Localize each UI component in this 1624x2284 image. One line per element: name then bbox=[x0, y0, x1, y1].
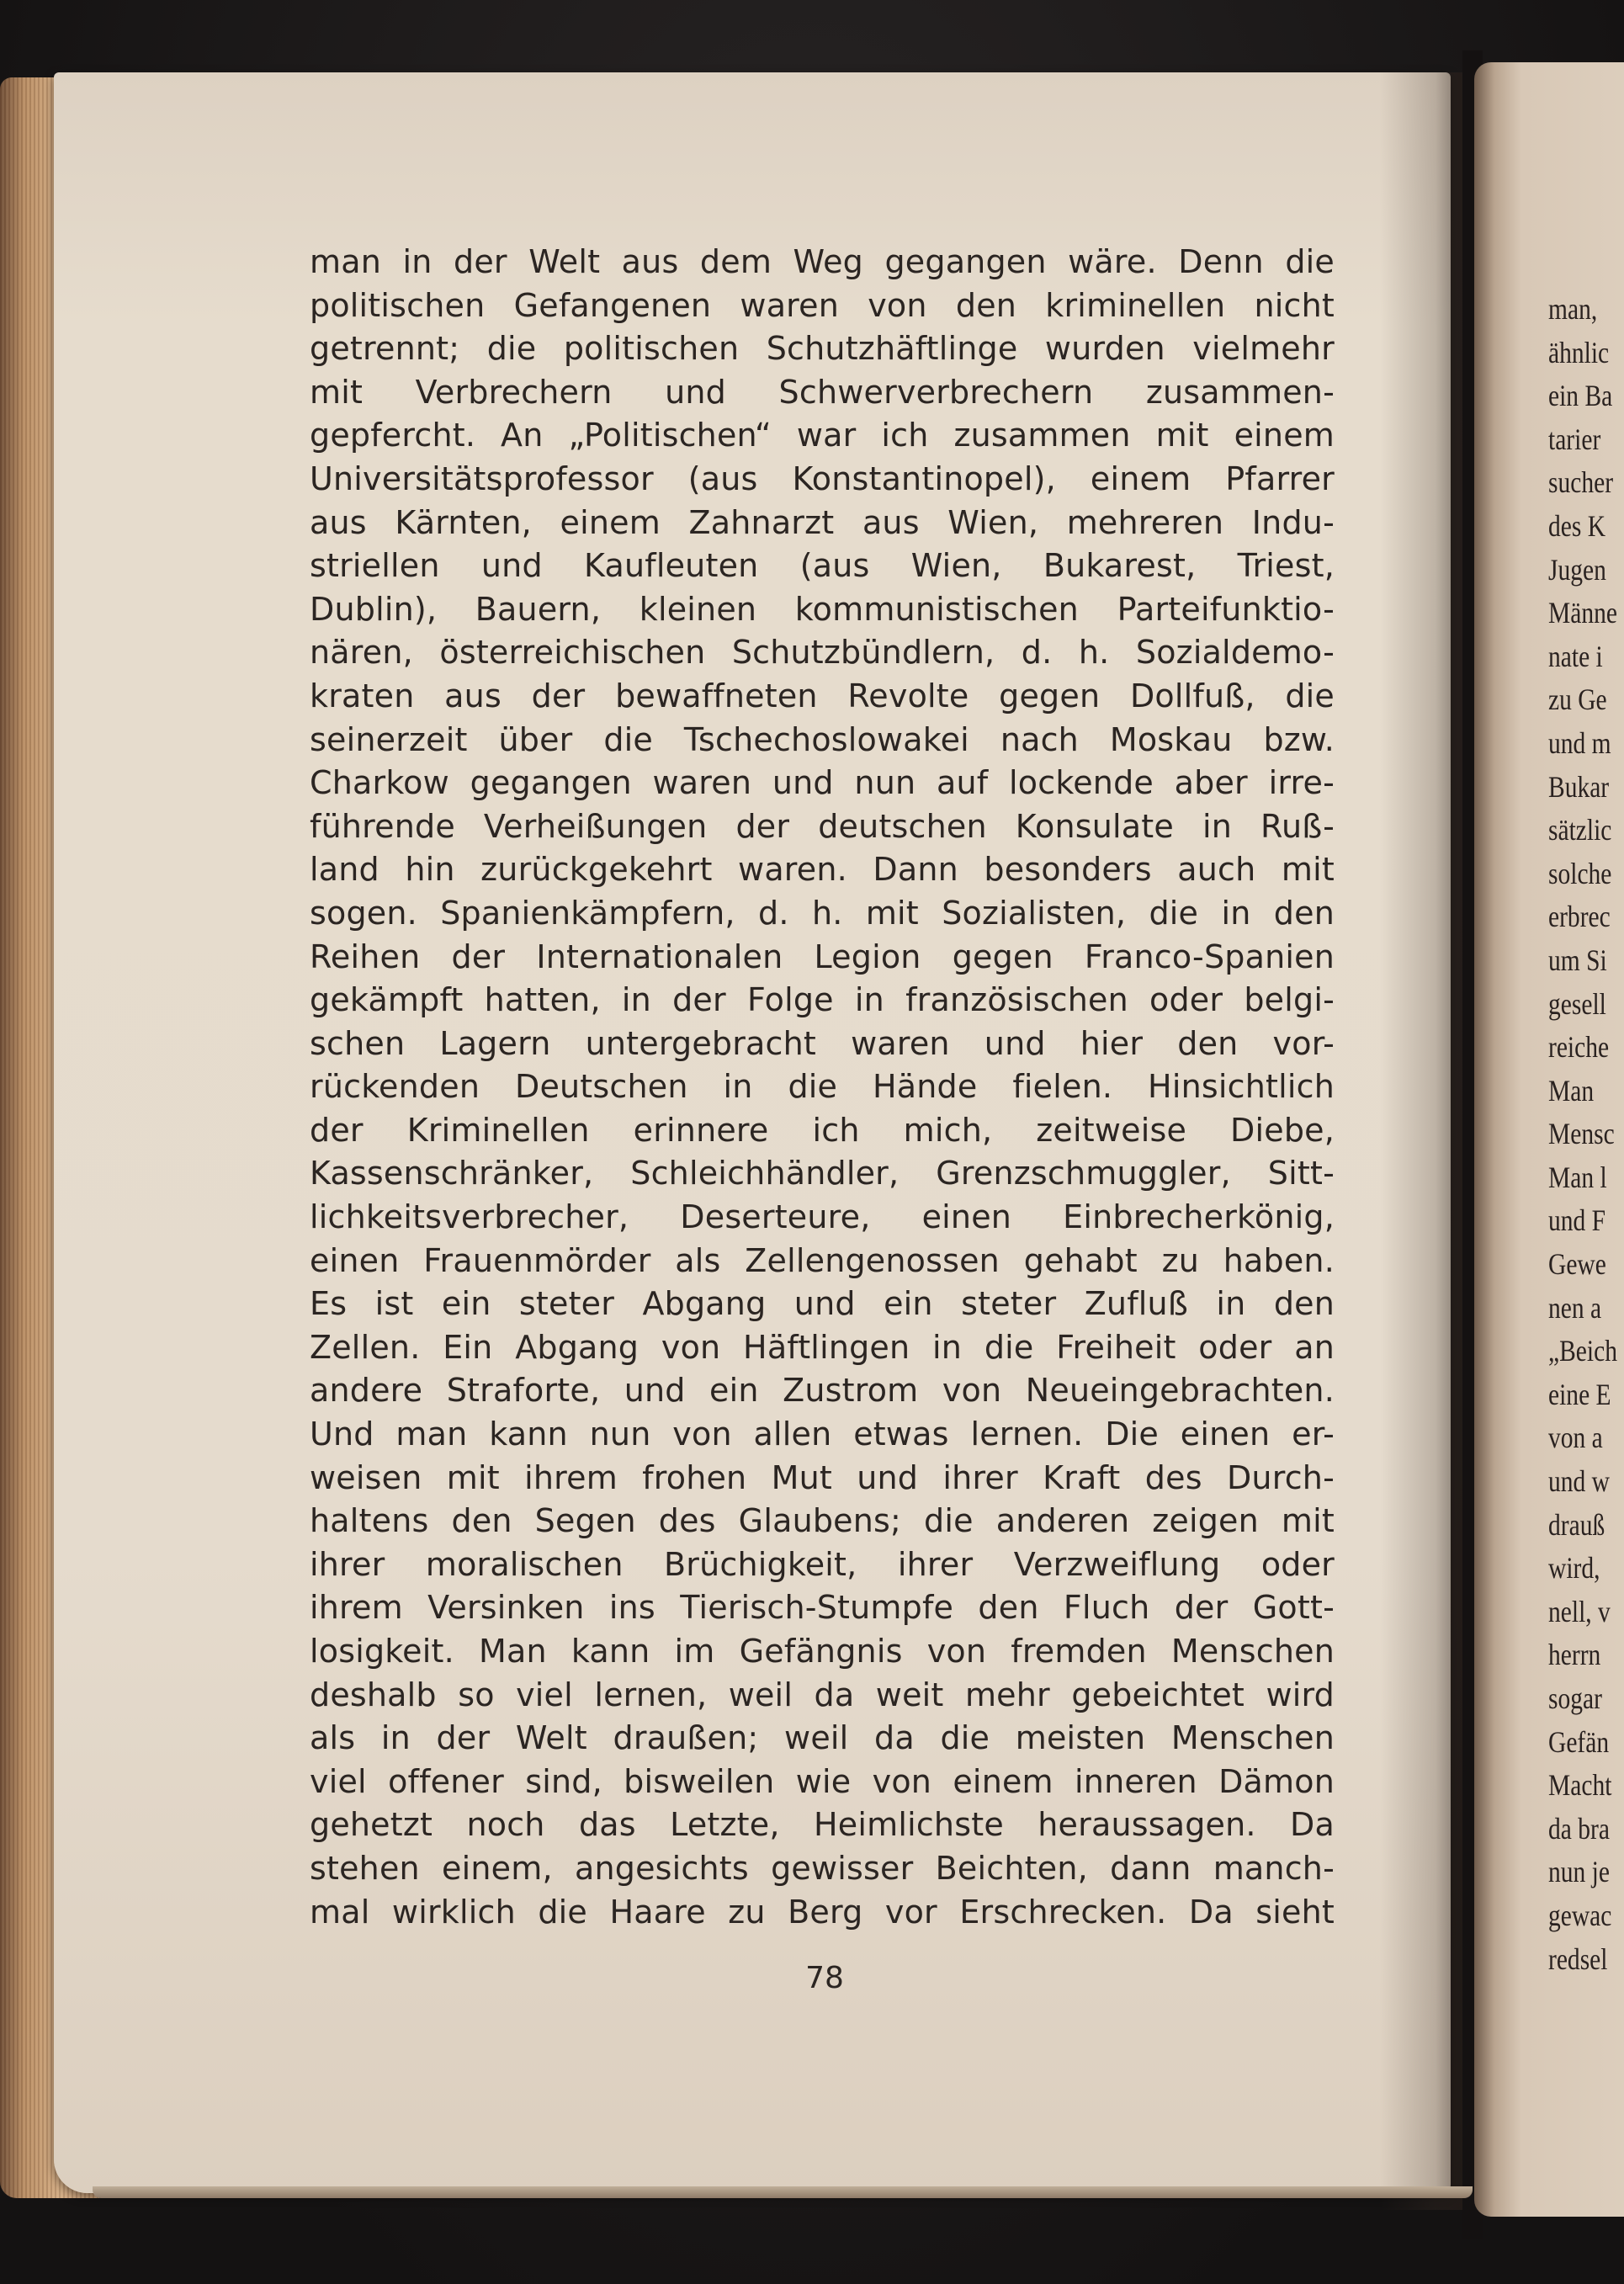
text-line: land hin zurückgekehrt waren. Dann besonders auch mit bbox=[310, 851, 1335, 889]
text-line: rückenden Deutschen in die Hände fielen. Hinsichtlich bbox=[310, 1068, 1335, 1106]
right-page-text-fragment: des K bbox=[1548, 508, 1606, 543]
right-page-text-fragment: „Beich bbox=[1548, 1334, 1617, 1368]
text-line: getrennt; die politischen Schutzhäftlinge wurden vielmehr bbox=[310, 330, 1335, 368]
right-page-text-fragment: Man bbox=[1548, 1073, 1595, 1107]
text-line: Es ist ein steter Abgang und ein steter Zufluß in den bbox=[310, 1285, 1335, 1323]
page-body-text bbox=[310, 241, 1335, 1934]
right-page-text-fragment: Gefän bbox=[1548, 1724, 1610, 1759]
right-page-text-fragment: und m bbox=[1548, 725, 1611, 760]
right-page-text-fragment: redsel bbox=[1548, 1941, 1608, 1976]
text-line: Und man kann nun von allen etwas lernen. Die einen er- bbox=[310, 1416, 1335, 1453]
right-page-text-fragment: Bukar bbox=[1548, 769, 1610, 804]
right-page-text-fragment: ein Ba bbox=[1548, 379, 1613, 413]
right-page-text-fragment: Gewe bbox=[1548, 1247, 1606, 1282]
right-page-text-fragment: nell, v bbox=[1548, 1594, 1611, 1628]
text-line: politischen Gefangenen waren von den kriminellen nicht bbox=[310, 286, 1335, 324]
text-line: viel offener sind, bisweilen wie von einem inneren Dämon bbox=[310, 1762, 1335, 1800]
right-page-text-fragment: und w bbox=[1548, 1464, 1610, 1499]
text-line: stehen einem, angesichts gewisser Beichten, dann manch- bbox=[310, 1849, 1335, 1887]
text-line: man in der Welt aus dem Weg gegangen wäre. Denn die bbox=[310, 243, 1335, 280]
right-page-text-fragment: erbrec bbox=[1548, 900, 1611, 934]
text-line: als in der Welt draußen; weil da die meisten Menschen bbox=[310, 1719, 1335, 1757]
text-line: Charkow gegangen waren und nun auf lockende aber irre- bbox=[310, 764, 1335, 802]
text-line: aus Kärnten, einem Zahnarzt aus Wien, mehreren Indu- bbox=[310, 503, 1335, 541]
text-line: striellen und Kaufleuten (aus Wien, Bukarest, Triest, bbox=[310, 547, 1335, 585]
right-page-text-fragments bbox=[1548, 288, 1624, 1981]
right-page-text-fragment: sätzlic bbox=[1548, 813, 1612, 847]
right-page-text-fragment: reiche bbox=[1548, 1030, 1610, 1065]
text-line: gehetzt noch das Letzte, Heimlichste heraussagen. Da bbox=[310, 1806, 1335, 1844]
page-bottom-edge bbox=[93, 2186, 1473, 2198]
text-line: weisen mit ihrem frohen Mut und ihrer Kraft des Durch- bbox=[310, 1458, 1335, 1496]
right-page-text-fragment: Macht bbox=[1548, 1768, 1612, 1803]
text-line: losigkeit. Man kann im Gefängnis von fremden Menschen bbox=[310, 1633, 1335, 1670]
right-page-text-fragment: nun je bbox=[1548, 1855, 1610, 1889]
right-page-text-fragment: tarier bbox=[1548, 422, 1601, 456]
text-line: mal wirklich die Haare zu Berg vor Erschrecken. Da sieht bbox=[310, 1893, 1335, 1931]
right-page-text-fragment: drauß bbox=[1548, 1507, 1605, 1542]
text-line: der Kriminellen erinnere ich mich, zeitweise Diebe, bbox=[310, 1111, 1335, 1149]
text-line: nären, österreichischen Schutzbündlern, d. h. Sozialdemo- bbox=[310, 634, 1335, 672]
text-line: sogen. Spanienkämpfern, d. h. mit Sozialisten, die in den bbox=[310, 894, 1335, 932]
text-line: seinerzeit über die Tschechoslowakei nach Moskau bzw. bbox=[310, 720, 1335, 758]
text-line: mit Verbrechern und Schwerverbrechern zusammen- bbox=[310, 373, 1335, 411]
right-page-text-fragment: zu Ge bbox=[1548, 683, 1607, 717]
right-page-text-fragment: ähnlic bbox=[1548, 335, 1610, 369]
right-page-text-fragment: man, bbox=[1548, 292, 1598, 326]
text-line: Kassenschränker, Schleichhändler, Grenzschmuggler, Sitt- bbox=[310, 1155, 1335, 1192]
text-line: einen Frauenmörder als Zellengenossen gehabt zu haben. bbox=[310, 1241, 1335, 1279]
right-page-text-fragment: eine E bbox=[1548, 1377, 1611, 1411]
right-page-text-fragment: Jugen bbox=[1548, 552, 1606, 587]
right-page-text-fragment: solche bbox=[1548, 856, 1612, 890]
text-line: haltens den Segen des Glaubens; die anderen zeigen mit bbox=[310, 1502, 1335, 1540]
right-page-text-fragment: gesell bbox=[1548, 986, 1606, 1021]
right-page-text-fragment: Mensc bbox=[1548, 1117, 1615, 1151]
right-page-text-fragment: da bra bbox=[1548, 1811, 1610, 1846]
text-line: führende Verheißungen der deutschen Konsulate in Ruß- bbox=[310, 807, 1335, 845]
text-line: gepfercht. An „Politischen“ war ich zusammen mit einem bbox=[310, 417, 1335, 454]
right-page-text-fragment: gewac bbox=[1548, 1898, 1612, 1932]
right-page-text-fragment: Männe bbox=[1548, 596, 1617, 630]
text-line: Universitätsprofessor (aus Konstantinopel), einem Pfarrer bbox=[310, 459, 1335, 497]
text-line: Zellen. Ein Abgang von Häftlingen in die Freiheit oder an bbox=[310, 1328, 1335, 1366]
right-page-text-fragment: um Si bbox=[1548, 943, 1607, 977]
text-line: ihrer moralischen Brüchigkeit, ihrer Verzweiflung oder bbox=[310, 1545, 1335, 1583]
right-page-text-fragment: von a bbox=[1548, 1421, 1603, 1455]
right-page-text-fragment: nen a bbox=[1548, 1290, 1602, 1325]
page-number: 78 bbox=[805, 1961, 844, 1995]
right-page-text-fragment: sucher bbox=[1548, 465, 1614, 500]
right-page-text-fragment: und F bbox=[1548, 1203, 1606, 1238]
right-page bbox=[1474, 62, 1624, 2217]
text-line: andere Straforte, und ein Zustrom von Neueingebrachten. bbox=[310, 1372, 1335, 1410]
text-line: deshalb so viel lernen, weil da weit mehr gebeichtet wird bbox=[310, 1676, 1335, 1713]
text-line: schen Lagern untergebracht waren und hier den vor- bbox=[310, 1024, 1335, 1062]
text-line: ihrem Versinken ins Tierisch-Stumpfe den Fluch der Gott- bbox=[310, 1589, 1335, 1627]
right-page-text-fragment: herrn bbox=[1548, 1638, 1601, 1672]
right-page-text-fragment: Man l bbox=[1548, 1160, 1607, 1194]
text-line: Reihen der Internationalen Legion gegen Franco-Spanien bbox=[310, 938, 1335, 975]
right-page-text-fragment: sogar bbox=[1548, 1681, 1602, 1715]
right-page-text-fragment: wird, bbox=[1548, 1551, 1600, 1586]
text-line: kraten aus der bewaffneten Revolte gegen Dollfuß, die bbox=[310, 677, 1335, 714]
text-line: Dublin), Bauern, kleinen kommunistischen Parteifunktio- bbox=[310, 590, 1335, 628]
text-line: gekämpft hatten, in der Folge in französischen oder belgi- bbox=[310, 981, 1335, 1019]
text-line: lichkeitsverbrecher, Deserteure, einen Einbrecherkönig, bbox=[310, 1198, 1335, 1236]
right-page-text-fragment: nate i bbox=[1548, 639, 1603, 673]
